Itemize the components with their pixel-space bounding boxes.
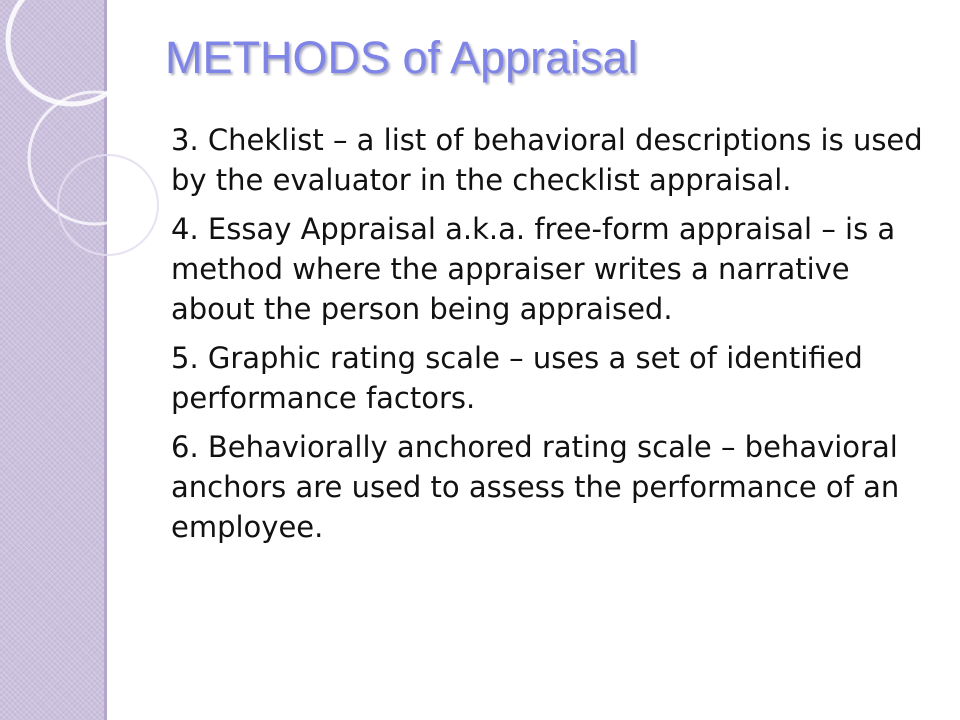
method-item-checklist: 3. Cheklist – a list of behavioral descriptions is used by the evaluator in the checklist appraisal. (171, 123, 923, 197)
slide-title: METHODS of Appraisal (165, 32, 638, 83)
method-item-essay-appraisal: 4. Essay Appraisal a.k.a. free-form appraisal – is a method where the appraiser writes a narrative about the person being appraised. (171, 212, 896, 326)
sidebar-pattern (0, 0, 107, 720)
sidebar-edge (104, 0, 107, 720)
method-item-bars: 6. Behaviorally anchored rating scale – behavioral anchors are used to assess the performance of an employee. (171, 430, 900, 544)
method-list (171, 120, 941, 556)
method-item-graphic-rating-scale: 5. Graphic rating scale – uses a set of identified performance factors. (171, 341, 863, 415)
